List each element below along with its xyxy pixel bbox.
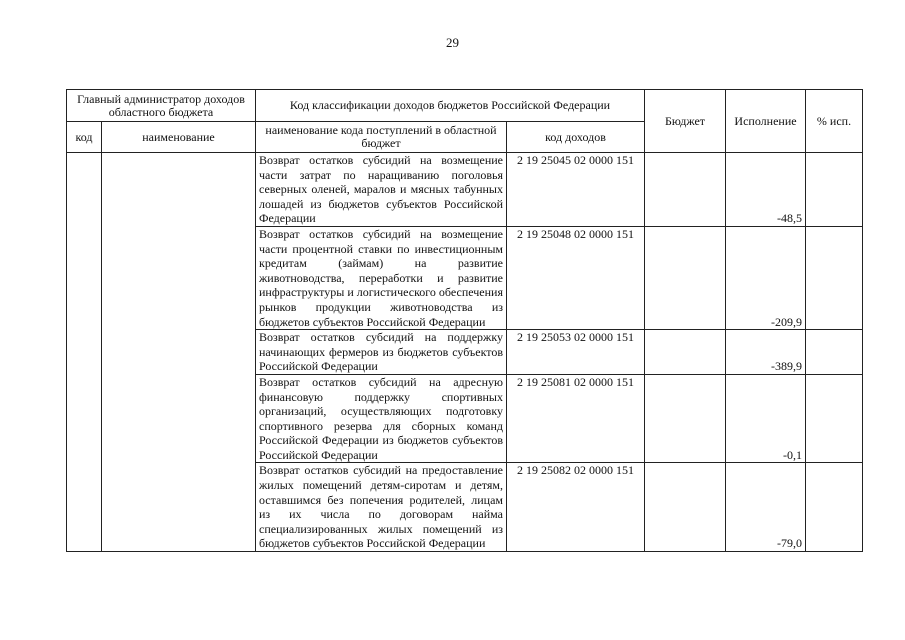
- row-budget: [645, 330, 726, 375]
- row-execution: -0,1: [726, 374, 806, 463]
- row-name: Возврат остатков субсидий на адресную финансовую поддержку спортивных организаций, осуществляющих подготовку спортивного резерва для сборных команд Российской Федерации из бюджетов субъектов Российской Федерации: [256, 374, 507, 463]
- admin-code-cell: [67, 153, 102, 552]
- row-execution: -209,9: [726, 226, 806, 329]
- row-code: 2 19 25045 02 0000 151: [507, 153, 645, 227]
- row-name: Возврат остатков субсидий на предоставление жилых помещений детям-сиротам и детям, оставшимся без попечения родителей, лицам из их числа по договорам найма специализированных жилых помещений из бюджетов субъектов Российской Федерации: [256, 463, 507, 552]
- row-execution: -79,0: [726, 463, 806, 552]
- header-execution: Исполнение: [726, 90, 806, 153]
- row-pct: [806, 330, 863, 375]
- header-admin-group: Главный администратор доходов областного бюджета: [67, 90, 256, 122]
- header-budget: Бюджет: [645, 90, 726, 153]
- header-pct: % исп.: [806, 90, 863, 153]
- row-budget: [645, 226, 726, 329]
- row-budget: [645, 463, 726, 552]
- admin-name-cell: [102, 153, 256, 552]
- header-income-code: код доходов: [507, 122, 645, 153]
- row-budget: [645, 374, 726, 463]
- row-pct: [806, 463, 863, 552]
- header-income-name: наименование кода поступлений в областной бюджет: [256, 122, 507, 153]
- row-execution: -48,5: [726, 153, 806, 227]
- row-execution: -389,9: [726, 330, 806, 375]
- row-budget: [645, 153, 726, 227]
- header-row-top: [67, 90, 863, 122]
- row-code: 2 19 25081 02 0000 151: [507, 374, 645, 463]
- row-code: 2 19 25082 02 0000 151: [507, 463, 645, 552]
- page-number: 29: [446, 35, 459, 50]
- header-admin-name: наименование: [102, 122, 256, 153]
- row-pct: [806, 374, 863, 463]
- table-row: [67, 153, 863, 227]
- row-code: 2 19 25053 02 0000 151: [507, 330, 645, 375]
- header-admin-code: код: [67, 122, 102, 153]
- income-table: [66, 89, 863, 552]
- row-pct: [806, 153, 863, 227]
- header-classification-group: Код классификации доходов бюджетов Российской Федерации: [256, 90, 645, 122]
- row-pct: [806, 226, 863, 329]
- row-code: 2 19 25048 02 0000 151: [507, 226, 645, 329]
- row-name: Возврат остатков субсидий на возмещение части затрат по наращиванию поголовья северных оленей, маралов и мясных табунных лошадей из бюджетов субъектов Российской Федерации: [256, 153, 507, 227]
- row-name: Возврат остатков субсидий на возмещение части процентной ставки по инвестиционным кредитам (займам) на развитие животноводства, переработки и развитие инфраструктуры и логистического обеспечения рынков продукции животноводства из бюджетов субъектов Российской Федерации: [256, 226, 507, 329]
- row-name: Возврат остатков субсидий на поддержку начинающих фермеров из бюджетов субъектов Российской Федерации: [256, 330, 507, 375]
